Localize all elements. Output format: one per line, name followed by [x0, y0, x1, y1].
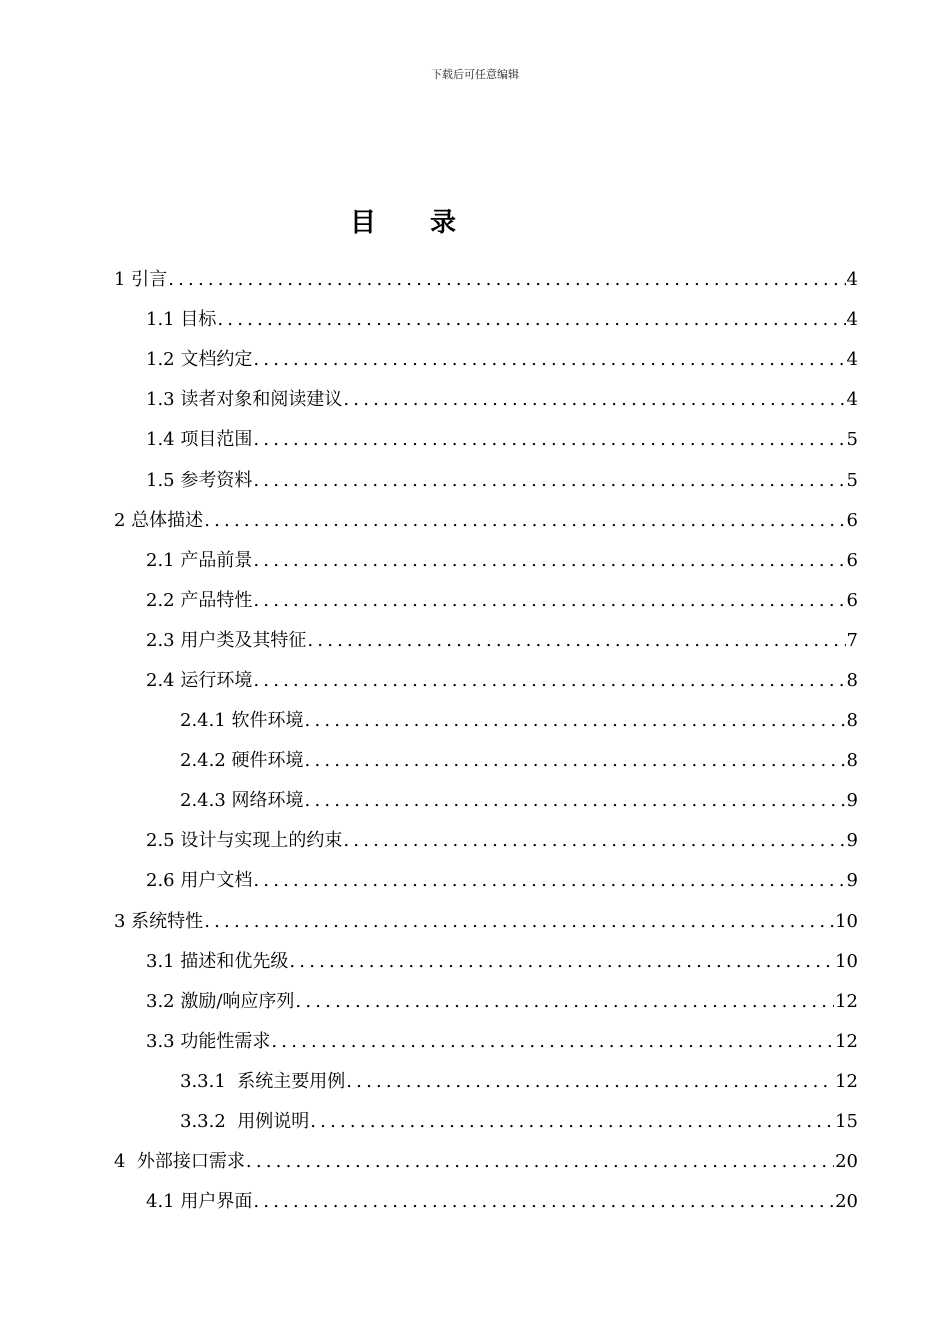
- toc-entry-page-number: 4: [846, 349, 858, 371]
- toc-entry[interactable]: [114, 499, 950, 539]
- table-of-contents: [0, 258, 950, 1220]
- toc-entry-page-number: 8: [846, 710, 858, 732]
- toc-dot-leader: [253, 1191, 834, 1212]
- toc-entry-row: [146, 345, 858, 371]
- toc-dot-leader: [204, 510, 845, 531]
- toc-entry-label: 1 引言: [114, 269, 168, 291]
- toc-dot-leader: [253, 349, 845, 370]
- toc-entry-page-number: 10: [835, 950, 858, 972]
- toc-entry[interactable]: [146, 338, 950, 378]
- toc-entry[interactable]: [146, 1020, 950, 1060]
- toc-entry-label: 2.5 设计与实现上的约束: [146, 830, 343, 852]
- toc-dot-leader: [346, 1071, 834, 1092]
- toc-entry[interactable]: [146, 940, 950, 980]
- toc-entry[interactable]: [146, 579, 950, 619]
- toc-entry-page-number: 9: [846, 870, 858, 892]
- toc-entry-row: [146, 425, 858, 451]
- toc-entry-label: 2.6 用户文档: [146, 870, 253, 892]
- toc-entry-label: 2 总体描述: [114, 509, 204, 531]
- toc-entry-row: [180, 1067, 858, 1093]
- toc-entry[interactable]: [146, 1180, 950, 1220]
- toc-entry-row: [180, 786, 858, 812]
- toc-dot-leader: [253, 670, 845, 691]
- toc-entry-row: [114, 907, 858, 933]
- toc-entry-row: [146, 586, 858, 612]
- toc-entry[interactable]: [146, 619, 950, 659]
- toc-dot-leader: [253, 429, 845, 450]
- toc-entry-label: 1.1 目标: [146, 309, 217, 331]
- toc-entry-row: [146, 546, 858, 572]
- toc-entry[interactable]: [146, 659, 950, 699]
- toc-entry-label: 4 外部接口需求: [114, 1151, 245, 1173]
- toc-dot-leader: [253, 590, 845, 611]
- page-header-note: 下载后可任意编辑: [431, 68, 519, 81]
- toc-dot-leader: [168, 269, 845, 290]
- toc-entry-page-number: 12: [835, 990, 858, 1012]
- toc-entry[interactable]: [146, 458, 950, 498]
- toc-entry-label: 3.3.2 用例说明: [180, 1111, 310, 1133]
- toc-entry-label: 2.4.3 网络环境: [180, 790, 304, 812]
- toc-entry-label: 2.4 运行环境: [146, 669, 253, 691]
- toc-entry[interactable]: [146, 418, 950, 458]
- toc-entry-row: [146, 826, 858, 852]
- toc-entry-row: [146, 1187, 858, 1213]
- toc-entry[interactable]: [180, 1060, 950, 1100]
- toc-entry-row: [114, 1147, 858, 1173]
- toc-entry[interactable]: [146, 298, 950, 338]
- toc-entry-label: 2.3 用户类及其特征: [146, 629, 307, 651]
- toc-entry-label: 3 系统特性: [114, 910, 204, 932]
- toc-entry[interactable]: [114, 258, 950, 298]
- toc-entry-label: 3.3 功能性需求: [146, 1030, 271, 1052]
- toc-dot-leader: [253, 550, 845, 571]
- toc-entry-label: 4.1 用户界面: [146, 1191, 253, 1213]
- toc-entry-label: 1.5 参考资料: [146, 469, 253, 491]
- toc-entry-row: [114, 265, 858, 291]
- toc-entry-row: [146, 947, 858, 973]
- toc-entry[interactable]: [146, 980, 950, 1020]
- toc-entry[interactable]: [146, 819, 950, 859]
- toc-dot-leader: [253, 870, 845, 891]
- toc-entry-page-number: 12: [835, 1030, 858, 1052]
- toc-entry-page-number: 15: [835, 1111, 858, 1133]
- toc-entry-row: [180, 746, 858, 772]
- toc-entry-row: [114, 506, 858, 532]
- toc-title: 目录: [349, 208, 510, 238]
- toc-entry[interactable]: [114, 900, 950, 940]
- toc-entry[interactable]: [114, 1140, 950, 1180]
- toc-entry-page-number: 9: [846, 830, 858, 852]
- toc-entry-page-number: 6: [846, 589, 858, 611]
- toc-entry-page-number: 20: [835, 1151, 858, 1173]
- toc-entry[interactable]: [180, 779, 950, 819]
- toc-dot-leader: [295, 991, 834, 1012]
- toc-entry-row: [146, 385, 858, 411]
- toc-dot-leader: [305, 710, 846, 731]
- toc-entry-label: 2.4.1 软件环境: [180, 710, 304, 732]
- toc-entry-row: [146, 666, 858, 692]
- toc-entry-row: [180, 1107, 858, 1133]
- toc-dot-leader: [310, 1111, 834, 1132]
- toc-entry-page-number: 4: [846, 389, 858, 411]
- toc-dot-leader: [271, 1031, 834, 1052]
- toc-dot-leader: [307, 630, 845, 651]
- toc-entry[interactable]: [146, 378, 950, 418]
- toc-dot-leader: [246, 1151, 834, 1172]
- toc-entry-page-number: 10: [835, 910, 858, 932]
- toc-entry-label: 2.1 产品前景: [146, 549, 253, 571]
- toc-entry[interactable]: [180, 1100, 950, 1140]
- toc-entry-row: [146, 987, 858, 1013]
- toc-dot-leader: [343, 389, 845, 410]
- toc-dot-leader: [343, 830, 845, 851]
- toc-entry-page-number: 7: [846, 629, 858, 651]
- toc-entry-page-number: 5: [846, 469, 858, 491]
- toc-entry-label: 1.3 读者对象和阅读建议: [146, 389, 343, 411]
- toc-entry-row: [146, 626, 858, 652]
- toc-entry-row: [146, 305, 858, 331]
- toc-entry-label: 3.2 激励/响应序列: [146, 990, 295, 1012]
- toc-entry-page-number: 6: [846, 549, 858, 571]
- toc-entry-page-number: 4: [846, 269, 858, 291]
- toc-entry-label: 3.1 描述和优先级: [146, 950, 289, 972]
- toc-entry-label: 3.3.1 系统主要用例: [180, 1070, 346, 1092]
- toc-entry-label: 1.4 项目范围: [146, 429, 253, 451]
- toc-entry[interactable]: [146, 859, 950, 899]
- toc-entry-page-number: 4: [846, 309, 858, 331]
- toc-entry-page-number: 12: [835, 1070, 858, 1092]
- toc-entry-label: 2.2 产品特性: [146, 589, 253, 611]
- toc-entry[interactable]: [180, 699, 950, 739]
- toc-entry-label: 2.4.2 硬件环境: [180, 750, 304, 772]
- toc-dot-leader: [253, 470, 845, 491]
- toc-dot-leader: [305, 790, 846, 811]
- toc-dot-leader: [217, 309, 845, 330]
- toc-entry-row: [146, 1027, 858, 1053]
- toc-entry[interactable]: [146, 539, 950, 579]
- toc-entry-row: [146, 466, 858, 492]
- toc-dot-leader: [204, 911, 834, 932]
- toc-entry-page-number: 5: [846, 429, 858, 451]
- toc-entry-page-number: 8: [846, 669, 858, 691]
- toc-dot-leader: [289, 951, 834, 972]
- toc-entry-label: 1.2 文档约定: [146, 349, 253, 371]
- toc-dot-leader: [305, 750, 846, 771]
- toc-entry-page-number: 9: [846, 790, 858, 812]
- toc-entry-page-number: 6: [846, 509, 858, 531]
- toc-entry-page-number: 8: [846, 750, 858, 772]
- toc-entry-row: [180, 706, 858, 732]
- toc-entry-page-number: 20: [835, 1191, 858, 1213]
- toc-entry-row: [146, 866, 858, 892]
- toc-entry[interactable]: [180, 739, 950, 779]
